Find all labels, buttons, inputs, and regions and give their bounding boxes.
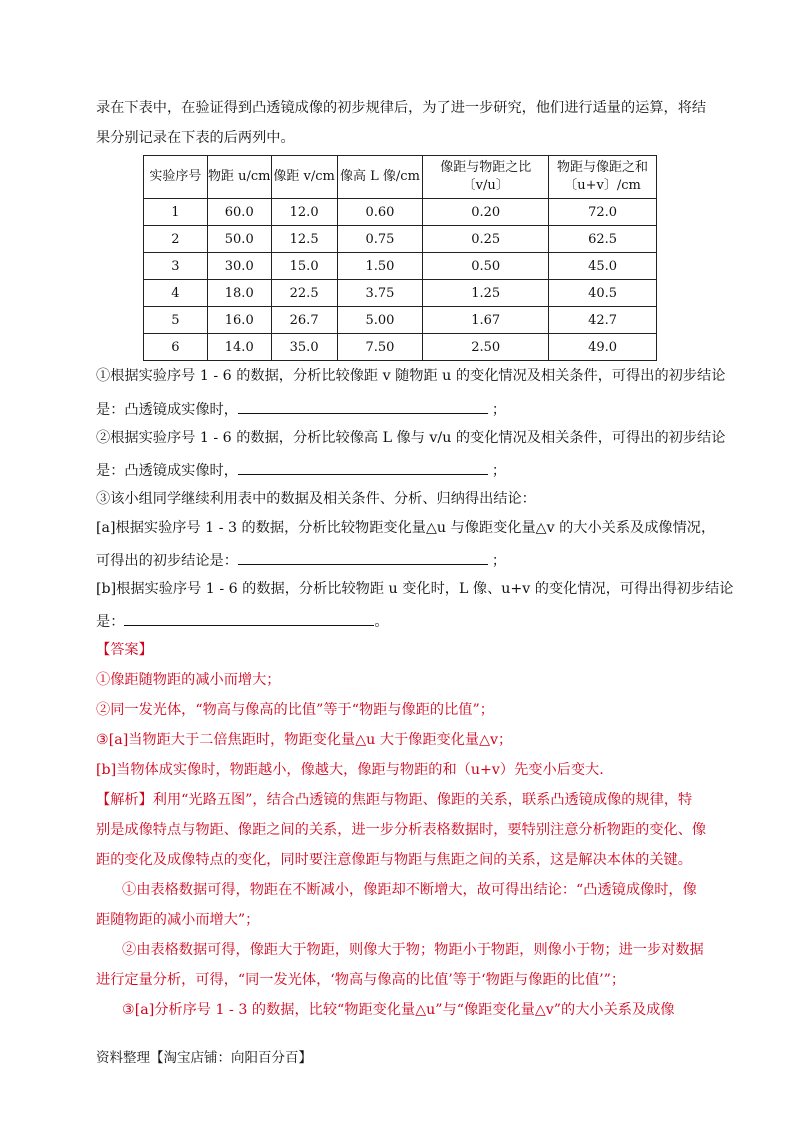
table-cell: 42.7 (549, 307, 657, 334)
header-image-height: 像高 L 像/cm (337, 156, 423, 199)
analysis-point-2-line-1: ②由表格数据可得，像距大于物距，则像大于物；物距小于物距，则像小于物；进一步对数据 (122, 942, 704, 958)
analysis-line-2: 别是成像特点与物距、像距之间的关系，进一步分析表格数据时，要特别注意分析物距的变化、像 (96, 822, 707, 838)
table-cell: 3.75 (337, 280, 423, 307)
answer-line-3: ③[a]当物距大于二倍焦距时，物距变化量△u 大于像距变化量△v； (96, 732, 513, 748)
analysis-line-3: 距的变化及成像特点的变化，同时要注意像距与物距与焦距之间的关系，这是解决本体的关键。 (96, 852, 692, 868)
question-1-line-1: ①根据实验序号 1 - 6 的数据，分析比较像距 v 随物距 u 的变化情况及相关条件，可得出的初步结论 (96, 368, 726, 384)
table-cell: 50.0 (207, 226, 271, 253)
table-cell: 72.0 (549, 199, 657, 226)
table-cell: 45.0 (549, 253, 657, 280)
answer-blank-1[interactable] (238, 398, 488, 414)
table-cell: 18.0 (207, 280, 271, 307)
header-image-distance: 像距 v/cm (271, 156, 337, 199)
header-trial-no: 实验序号 (144, 156, 208, 199)
answer-blank-3[interactable] (238, 549, 488, 565)
table-cell: 5.00 (337, 307, 423, 334)
table-row (144, 334, 657, 361)
table-cell: 0.25 (423, 226, 549, 253)
table-cell: 6 (144, 334, 208, 361)
table-cell: 7.50 (337, 334, 423, 361)
table-row (144, 253, 657, 280)
table-cell: 14.0 (207, 334, 271, 361)
table-cell: 22.5 (271, 280, 337, 307)
table-cell: 0.50 (423, 253, 549, 280)
table-row (144, 307, 657, 334)
answer-line-2: ②同一发光体，“物高与像高的比值”等于“物距与像距的比值”； (96, 702, 494, 718)
question-3a-line-1: [a]根据实验序号 1 - 3 的数据，分析比较物距变化量△u 与像距变化量△v 的大小关系及成像情况， (96, 520, 716, 536)
question-1-line-2: 是：凸透镜成实像时， ； (96, 398, 704, 420)
intro-line-2: 果分别记录在下表的后两列中。 (96, 130, 295, 146)
table-cell: 12.0 (271, 199, 337, 226)
table-cell: 62.5 (549, 226, 657, 253)
analysis-point-2-line-2: 进行定量分析，可得，“同一发光体，‘物高与像高的比值’等于‘物距与像距的比值’”； (96, 972, 626, 988)
intro-line-1: 录在下表中，在验证得到凸透镜成像的初步规律后，为了进一步研究，他们进行适量的运算，将结 (96, 100, 707, 116)
table-cell: 35.0 (271, 334, 337, 361)
table-row (144, 226, 657, 253)
table-cell: 4 (144, 280, 208, 307)
table-cell: 0.60 (337, 199, 423, 226)
answer-blank-4[interactable] (124, 610, 374, 626)
header-sum: 物距与像距之和 〔u+v〕/cm (549, 156, 657, 199)
table-cell: 2 (144, 226, 208, 253)
question-2-line-2: 是：凸透镜成实像时， ； (96, 459, 704, 481)
table-cell: 1.25 (423, 280, 549, 307)
table-header-row (144, 156, 657, 199)
question-3b-line-1: [b]根据实验序号 1 - 6 的数据，分析比较物距 u 变化时，L 像、u+v 的变化情况，可得出得初步结论 (96, 581, 734, 597)
page-footer: 资料整理【淘宝店铺：向阳百分百】 (96, 1050, 312, 1066)
question-3-intro: ③该小组同学继续利用表中的数据及相关条件、分析、归纳得出结论： (96, 491, 536, 507)
table-cell: 49.0 (549, 334, 657, 361)
question-3a-line-2: 可得出的初步结论是： ； (96, 549, 704, 571)
analysis-point-1-line-2: 距随物距的减小而增大”； (96, 912, 260, 928)
table-cell: 1 (144, 199, 208, 226)
question-2-line-1: ②根据实验序号 1 - 6 的数据，分析比较像高 L 像与 v/u 的变化情况及相关条件，可得出的初步结论 (96, 430, 726, 446)
table-cell: 2.50 (423, 334, 549, 361)
analysis-point-1-line-1: ①由表格数据可得，物距在不断减小，像距却不断增大，故可得出结论：“凸透镜成像时，像 (122, 882, 697, 898)
table-cell: 26.7 (271, 307, 337, 334)
analysis-label: 【解析】 (96, 792, 153, 808)
table-cell: 12.5 (271, 226, 337, 253)
table-cell: 40.5 (549, 280, 657, 307)
table-cell: 15.0 (271, 253, 337, 280)
table-cell: 30.0 (207, 253, 271, 280)
table-cell: 1.50 (337, 253, 423, 280)
answer-heading: 【答案】 (96, 642, 153, 658)
table-cell: 0.75 (337, 226, 423, 253)
analysis-point-3-line-1: ③[a]分析序号 1 - 3 的数据，比较“物距变化量△u”与“像距变化量△v”的大小关系及成像 (122, 1002, 675, 1018)
header-ratio: 像距与物距之比 〔v/u〕 (423, 156, 549, 199)
answer-line-4: [b]当物体成实像时，物距越小，像越大，像距与物距的和（u+v）先变小后变大. (96, 762, 604, 778)
answer-line-1: ①像距随物距的减小而增大； (96, 672, 281, 688)
table-cell: 5 (144, 307, 208, 334)
table-cell: 60.0 (207, 199, 271, 226)
table-row (144, 199, 657, 226)
answer-blank-2[interactable] (238, 459, 488, 475)
experiment-table (143, 155, 657, 361)
header-object-distance: 物距 u/cm (207, 156, 271, 199)
table-cell: 16.0 (207, 307, 271, 334)
table-row (144, 280, 657, 307)
table-cell: 3 (144, 253, 208, 280)
analysis-line-1: 【解析】利用“光路五图”，结合凸透镜的焦距与物距、像距的关系，联系凸透镜成像的规律，特 (96, 792, 693, 808)
question-3b-line-2: 是： 。 (96, 610, 704, 632)
table-cell: 1.67 (423, 307, 549, 334)
table-cell: 0.20 (423, 199, 549, 226)
